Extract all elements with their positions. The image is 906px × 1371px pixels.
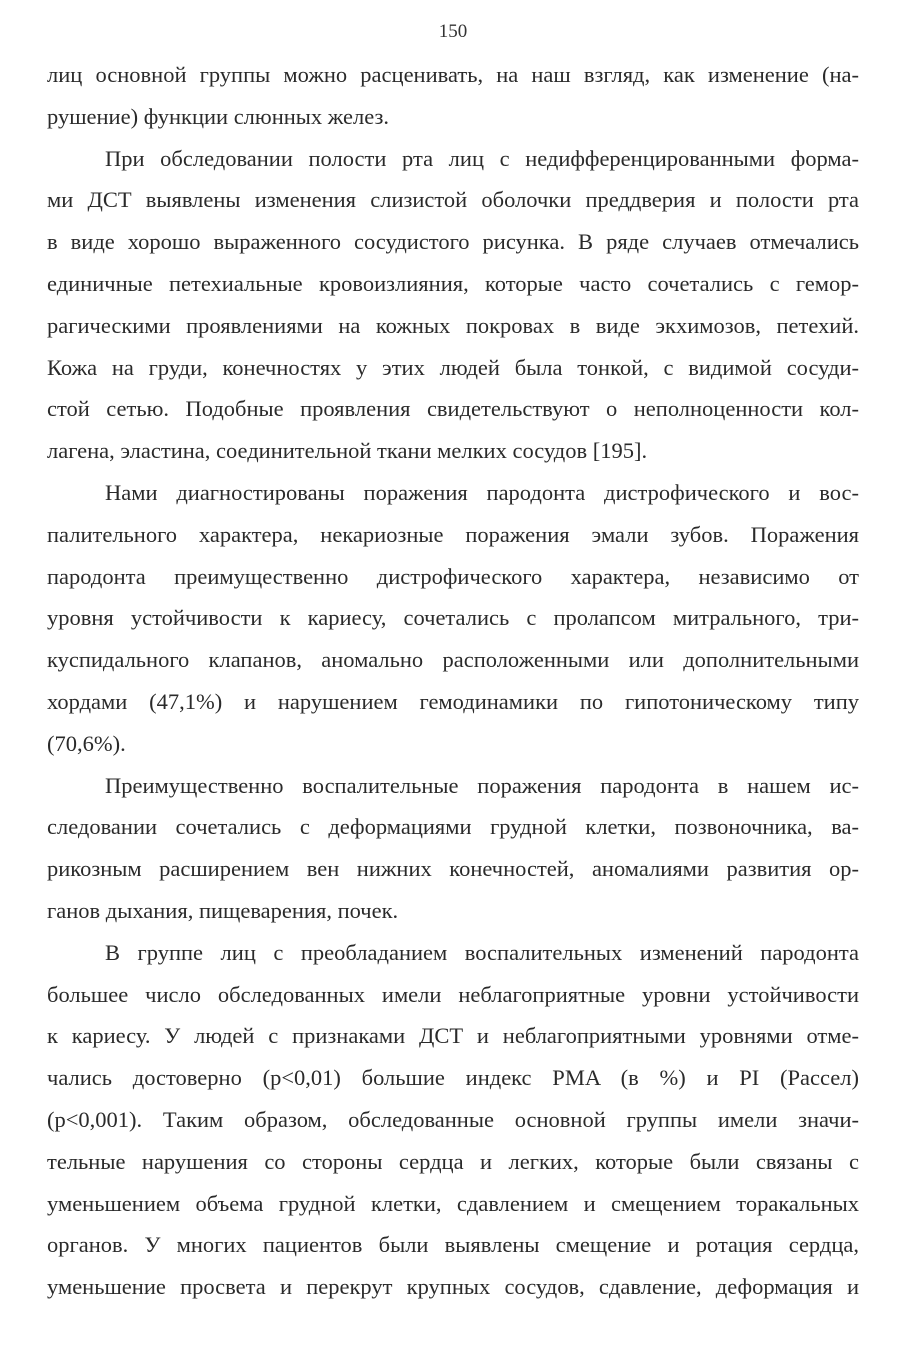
text-line: стой сетью. Подобные проявления свидетельствуют о неполноценности кол- xyxy=(47,396,859,422)
text-line: единичные петехиальные кровоизлияния, которые часто сочетались с гемор- xyxy=(47,270,859,296)
text-line: ми ДСТ выявлены изменения слизистой оболочки преддверия и полости рта xyxy=(47,187,859,213)
text-line: уменьшением объема грудной клетки, сдавлением и смещением торакальных xyxy=(47,1190,859,1216)
text-line: хордами (47,1%) и нарушением гемодинамики по гипотоническому типу xyxy=(47,688,859,714)
text-line: лиц основной группы можно расценивать, на наш взгляд, как изменение (на- xyxy=(47,62,859,87)
text-line: органов. У многих пациентов были выявлены смещение и ротация сердца, xyxy=(47,1232,859,1258)
text-line: рагическими проявлениями на кожных покровах в виде экхимозов, петехий. xyxy=(47,312,859,338)
paragraph xyxy=(47,932,859,1308)
text-line: При обследовании полости рта лиц с недифференцированными форма- xyxy=(105,145,859,171)
paragraph xyxy=(47,472,859,765)
text-line: Нами диагностированы поражения пародонта дистрофического и вос- xyxy=(105,479,859,505)
text-line: пародонта преимущественно дистрофического характера, независимо от xyxy=(47,563,859,589)
text-line: В группе лиц с преобладанием воспалительных изменений пародонта xyxy=(105,939,859,965)
text-line: ганов дыхания, пищеварения, почек. xyxy=(47,897,399,923)
paragraph xyxy=(47,138,859,472)
text-line: (p<0,001). Таким образом, обследованные основной группы имели значи- xyxy=(47,1106,859,1132)
text-line: следовании сочетались с деформациями грудной клетки, позвоночника, ва- xyxy=(47,814,859,840)
text-line: (70,6%). xyxy=(47,730,126,756)
page-number: 150 xyxy=(438,21,468,42)
text-line: чались достоверно (p<0,01) большие индекс PMA (в %) и PI (Рассел) xyxy=(47,1065,859,1091)
text-line: лагена, эластина, соединительной ткани мелких сосудов [195]. xyxy=(47,438,648,464)
text-line: рикозным расширением вен нижних конечностей, аномалиями развития ор- xyxy=(47,856,859,882)
text-line: уровня устойчивости к кариесу, сочетались с пролапсом митрального, три- xyxy=(47,605,859,631)
text-line: Кожа на груди, конечностях у этих людей была тонкой, с видимой сосуди- xyxy=(47,354,859,380)
text-line: в виде хорошо выраженного сосудистого рисунка. В ряде случаев отмечались xyxy=(47,229,859,255)
paragraph xyxy=(47,54,859,138)
text-line: к кариесу. У людей с признаками ДСТ и неблагоприятными уровнями отме- xyxy=(47,1023,859,1049)
text-line: тельные нарушения со стороны сердца и легких, которые были связаны с xyxy=(47,1148,859,1174)
paragraph xyxy=(47,765,859,932)
text-line: рушение) функции слюнных желез. xyxy=(47,103,390,129)
text-line: Преимущественно воспалительные поражения пародонта в нашем ис- xyxy=(105,772,859,798)
text-line: большее число обследованных имели неблагоприятные уровни устойчивости xyxy=(47,981,859,1007)
body-text xyxy=(47,54,859,1308)
text-line: уменьшение просвета и перекрут крупных сосудов, сдавление, деформация и xyxy=(47,1274,859,1300)
text-line: куспидального клапанов, аномально расположенными или дополнительными xyxy=(47,647,859,673)
text-line: палительного характера, некариозные поражения эмали зубов. Поражения xyxy=(47,521,859,547)
